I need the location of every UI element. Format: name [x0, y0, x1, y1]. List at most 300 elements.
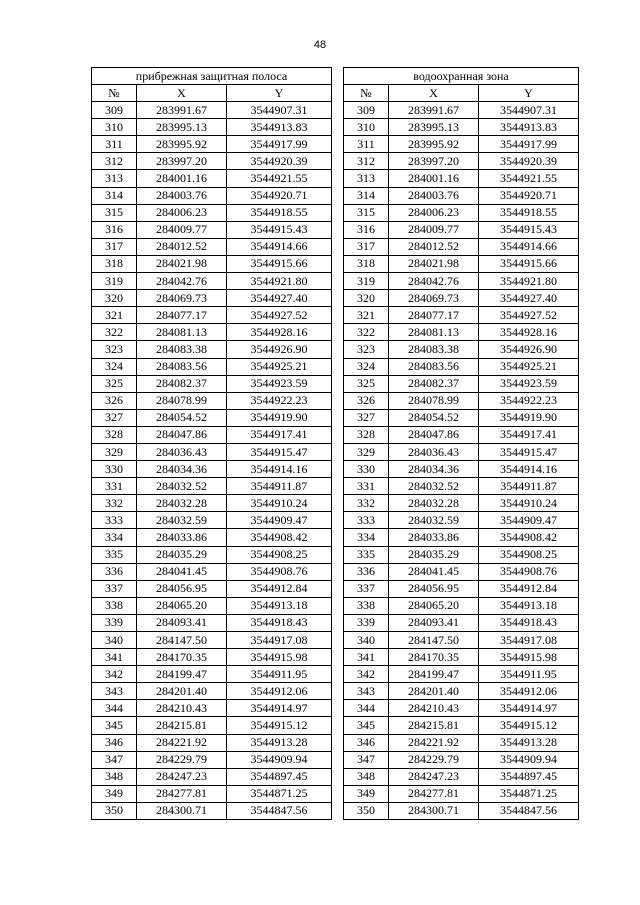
cell-x: 284032.52 — [389, 478, 479, 495]
table-row — [92, 426, 332, 443]
cell-y: 3544910.24 — [227, 495, 332, 512]
cell-number: 318 — [92, 255, 137, 272]
cell-x: 284170.35 — [137, 649, 227, 666]
cell-number: 349 — [344, 785, 389, 802]
cell-number: 348 — [92, 768, 137, 785]
cell-y: 3544927.52 — [227, 307, 332, 324]
table-row — [344, 102, 579, 119]
table-row — [92, 443, 332, 460]
cell-number: 344 — [92, 700, 137, 717]
cell-x: 284221.92 — [137, 734, 227, 751]
cell-y: 3544918.55 — [479, 204, 579, 221]
cell-x: 284009.77 — [137, 221, 227, 238]
cell-x: 284201.40 — [137, 683, 227, 700]
cell-x: 284215.81 — [137, 717, 227, 734]
cell-x: 284229.79 — [389, 751, 479, 768]
cell-x: 284009.77 — [389, 221, 479, 238]
table-row — [92, 546, 332, 563]
cell-y: 3544914.66 — [227, 238, 332, 255]
cell-x: 284003.76 — [137, 187, 227, 204]
cell-number: 317 — [92, 238, 137, 255]
cell-y: 3544914.16 — [227, 461, 332, 478]
cell-y: 3544915.66 — [479, 255, 579, 272]
cell-x: 284300.71 — [137, 802, 227, 819]
cell-number: 319 — [92, 273, 137, 290]
cell-y: 3544911.95 — [479, 666, 579, 683]
cell-y: 3544926.90 — [479, 341, 579, 358]
cell-x: 284277.81 — [389, 785, 479, 802]
table-row — [92, 170, 332, 187]
table-row — [344, 614, 579, 631]
table-row — [92, 683, 332, 700]
water-protection-zone-table — [343, 67, 579, 820]
cell-number: 336 — [344, 563, 389, 580]
cell-number: 345 — [92, 717, 137, 734]
cell-x: 284042.76 — [137, 273, 227, 290]
cell-x: 284147.50 — [137, 632, 227, 649]
table-row — [344, 734, 579, 751]
table-row — [92, 187, 332, 204]
cell-y: 3544915.43 — [479, 221, 579, 238]
cell-y: 3544927.52 — [479, 307, 579, 324]
cell-y: 3544917.41 — [479, 426, 579, 443]
table-row — [92, 204, 332, 221]
cell-number: 324 — [92, 358, 137, 375]
cell-y: 3544907.31 — [227, 102, 332, 119]
cell-x: 284147.50 — [389, 632, 479, 649]
cell-number: 328 — [92, 426, 137, 443]
cell-number: 316 — [92, 221, 137, 238]
cell-number: 333 — [344, 512, 389, 529]
cell-number: 340 — [92, 632, 137, 649]
cell-y: 3544913.83 — [227, 119, 332, 136]
table-row — [344, 170, 579, 187]
cell-y: 3544918.43 — [479, 614, 579, 631]
table-row — [92, 375, 332, 392]
table-title: прибрежная защитная полоса — [92, 68, 332, 85]
cell-number: 325 — [344, 375, 389, 392]
cell-y: 3544917.99 — [479, 136, 579, 153]
table-row — [92, 461, 332, 478]
cell-y: 3544912.06 — [479, 683, 579, 700]
cell-y: 3544919.90 — [227, 409, 332, 426]
column-header-y: Y — [479, 85, 579, 102]
cell-x: 284034.36 — [389, 461, 479, 478]
cell-x: 284300.71 — [389, 802, 479, 819]
cell-y: 3544921.80 — [479, 273, 579, 290]
table-row — [344, 204, 579, 221]
cell-x: 283991.67 — [389, 102, 479, 119]
cell-y: 3544919.90 — [479, 409, 579, 426]
cell-number: 344 — [344, 700, 389, 717]
cell-x: 284082.37 — [389, 375, 479, 392]
cell-number: 310 — [92, 119, 137, 136]
cell-y: 3544912.84 — [227, 580, 332, 597]
cell-x: 284032.59 — [137, 512, 227, 529]
cell-y: 3544920.71 — [479, 187, 579, 204]
cell-number: 342 — [344, 666, 389, 683]
cell-y: 3544908.42 — [479, 529, 579, 546]
cell-y: 3544915.47 — [479, 443, 579, 460]
cell-x: 284083.56 — [389, 358, 479, 375]
cell-x: 284012.52 — [137, 238, 227, 255]
cell-number: 335 — [92, 546, 137, 563]
cell-x: 284170.35 — [389, 649, 479, 666]
cell-number: 349 — [92, 785, 137, 802]
table-row — [344, 597, 579, 614]
table-row — [92, 649, 332, 666]
table-row — [92, 290, 332, 307]
cell-y: 3544927.40 — [227, 290, 332, 307]
table-row — [344, 478, 579, 495]
cell-number: 338 — [92, 597, 137, 614]
cell-number: 329 — [92, 443, 137, 460]
cell-number: 347 — [92, 751, 137, 768]
cell-x: 283995.92 — [389, 136, 479, 153]
cell-y: 3544915.66 — [227, 255, 332, 272]
cell-x: 284047.86 — [389, 426, 479, 443]
column-header-number: № — [344, 85, 389, 102]
cell-number: 340 — [344, 632, 389, 649]
cell-number: 309 — [92, 102, 137, 119]
table-row — [92, 802, 332, 819]
cell-number: 310 — [344, 119, 389, 136]
cell-number: 350 — [344, 802, 389, 819]
cell-y: 3544914.97 — [479, 700, 579, 717]
cell-y: 3544925.21 — [227, 358, 332, 375]
cell-y: 3544908.25 — [479, 546, 579, 563]
cell-number: 320 — [344, 290, 389, 307]
cell-y: 3544925.21 — [479, 358, 579, 375]
table-row — [344, 153, 579, 170]
cell-x: 284032.59 — [389, 512, 479, 529]
table-row — [344, 119, 579, 136]
column-header-y: Y — [227, 85, 332, 102]
cell-number: 334 — [344, 529, 389, 546]
cell-y: 3544917.99 — [227, 136, 332, 153]
cell-number: 325 — [92, 375, 137, 392]
cell-x: 284215.81 — [389, 717, 479, 734]
column-header-x: X — [389, 85, 479, 102]
table-row — [92, 324, 332, 341]
cell-y: 3544897.45 — [479, 768, 579, 785]
cell-y: 3544923.59 — [479, 375, 579, 392]
cell-x: 284006.23 — [389, 204, 479, 221]
cell-x: 284021.98 — [389, 255, 479, 272]
cell-y: 3544917.41 — [227, 426, 332, 443]
cell-number: 312 — [92, 153, 137, 170]
table-row — [92, 153, 332, 170]
cell-y: 3544911.87 — [227, 478, 332, 495]
cell-number: 326 — [92, 392, 137, 409]
cell-x: 283991.67 — [137, 102, 227, 119]
cell-number: 327 — [92, 409, 137, 426]
cell-y: 3544915.47 — [227, 443, 332, 460]
table-row — [92, 392, 332, 409]
cell-number: 343 — [92, 683, 137, 700]
cell-x: 284042.76 — [389, 273, 479, 290]
table-row — [344, 273, 579, 290]
cell-x: 284093.41 — [137, 614, 227, 631]
cell-number: 328 — [344, 426, 389, 443]
cell-x: 283995.13 — [137, 119, 227, 136]
cell-number: 309 — [344, 102, 389, 119]
table-row — [92, 307, 332, 324]
cell-y: 3544921.55 — [227, 170, 332, 187]
cell-x: 284221.92 — [389, 734, 479, 751]
table-row — [92, 102, 332, 119]
cell-number: 312 — [344, 153, 389, 170]
cell-number: 313 — [92, 170, 137, 187]
cell-y: 3544909.94 — [227, 751, 332, 768]
cell-x: 284036.43 — [137, 443, 227, 460]
cell-x: 284036.43 — [389, 443, 479, 460]
cell-x: 284021.98 — [137, 255, 227, 272]
cell-y: 3544908.76 — [479, 563, 579, 580]
table-row — [344, 632, 579, 649]
table-row — [92, 358, 332, 375]
table-row — [344, 358, 579, 375]
cell-x: 284069.73 — [389, 290, 479, 307]
table-row — [92, 119, 332, 136]
table-row — [344, 290, 579, 307]
table-row — [344, 307, 579, 324]
cell-y: 3544915.98 — [227, 649, 332, 666]
cell-number: 315 — [92, 204, 137, 221]
cell-y: 3544908.42 — [227, 529, 332, 546]
cell-number: 330 — [344, 461, 389, 478]
cell-x: 284065.20 — [389, 597, 479, 614]
cell-x: 284001.16 — [389, 170, 479, 187]
cell-x: 284210.43 — [389, 700, 479, 717]
cell-x: 284032.52 — [137, 478, 227, 495]
table-row — [344, 649, 579, 666]
cell-number: 326 — [344, 392, 389, 409]
table-row — [92, 785, 332, 802]
cell-x: 284001.16 — [137, 170, 227, 187]
cell-y: 3544909.94 — [479, 751, 579, 768]
table-row — [344, 700, 579, 717]
table-row — [344, 324, 579, 341]
cell-x: 284035.29 — [389, 546, 479, 563]
cell-number: 322 — [344, 324, 389, 341]
cell-number: 341 — [344, 649, 389, 666]
table-row — [92, 717, 332, 734]
cell-number: 324 — [344, 358, 389, 375]
cell-y: 3544920.71 — [227, 187, 332, 204]
cell-y: 3544915.12 — [479, 717, 579, 734]
table-row — [344, 426, 579, 443]
cell-y: 3544922.23 — [479, 392, 579, 409]
cell-number: 342 — [92, 666, 137, 683]
cell-y: 3544926.90 — [227, 341, 332, 358]
cell-y: 3544920.39 — [227, 153, 332, 170]
table-row — [92, 495, 332, 512]
table-row — [92, 734, 332, 751]
cell-x: 284012.52 — [389, 238, 479, 255]
cell-x: 284033.86 — [389, 529, 479, 546]
table-row — [344, 683, 579, 700]
cell-y: 3544918.55 — [227, 204, 332, 221]
cell-y: 3544920.39 — [479, 153, 579, 170]
cell-x: 284065.20 — [137, 597, 227, 614]
cell-x: 283997.20 — [389, 153, 479, 170]
cell-y: 3544914.16 — [479, 461, 579, 478]
cell-y: 3544909.47 — [479, 512, 579, 529]
table-row — [344, 341, 579, 358]
cell-x: 284078.99 — [389, 392, 479, 409]
cell-number: 323 — [92, 341, 137, 358]
cell-number: 343 — [344, 683, 389, 700]
cell-number: 321 — [92, 307, 137, 324]
cell-x: 284077.17 — [389, 307, 479, 324]
cell-y: 3544928.16 — [227, 324, 332, 341]
cell-x: 284078.99 — [137, 392, 227, 409]
cell-number: 318 — [344, 255, 389, 272]
cell-number: 327 — [344, 409, 389, 426]
table-row — [344, 512, 579, 529]
table-row — [92, 221, 332, 238]
table-row — [92, 409, 332, 426]
cell-number: 339 — [344, 614, 389, 631]
table-row — [344, 563, 579, 580]
cell-x: 284047.86 — [137, 426, 227, 443]
cell-x: 284034.36 — [137, 461, 227, 478]
cell-x: 284054.52 — [137, 409, 227, 426]
table-row — [344, 187, 579, 204]
cell-number: 346 — [92, 734, 137, 751]
cell-y: 3544871.25 — [227, 785, 332, 802]
table-row — [344, 136, 579, 153]
table-row — [92, 700, 332, 717]
table-row — [92, 255, 332, 272]
table-row — [344, 580, 579, 597]
cell-x: 284081.13 — [137, 324, 227, 341]
cell-x: 283995.13 — [389, 119, 479, 136]
cell-number: 348 — [344, 768, 389, 785]
table-row — [92, 632, 332, 649]
cell-x: 284082.37 — [137, 375, 227, 392]
cell-number: 335 — [344, 546, 389, 563]
cell-x: 284032.28 — [137, 495, 227, 512]
cell-number: 316 — [344, 221, 389, 238]
cell-number: 321 — [344, 307, 389, 324]
cell-number: 322 — [92, 324, 137, 341]
column-header-x: X — [137, 85, 227, 102]
cell-number: 345 — [344, 717, 389, 734]
cell-x: 284056.95 — [137, 580, 227, 597]
table-row — [92, 238, 332, 255]
table-row — [344, 751, 579, 768]
cell-number: 336 — [92, 563, 137, 580]
table-row — [92, 478, 332, 495]
cell-number: 346 — [344, 734, 389, 751]
cell-y: 3544847.56 — [479, 802, 579, 819]
cell-number: 338 — [344, 597, 389, 614]
table-row — [92, 666, 332, 683]
cell-y: 3544847.56 — [227, 802, 332, 819]
cell-y: 3544921.55 — [479, 170, 579, 187]
cell-y: 3544917.08 — [479, 632, 579, 649]
cell-y: 3544917.08 — [227, 632, 332, 649]
table-row — [92, 597, 332, 614]
cell-y: 3544871.25 — [479, 785, 579, 802]
cell-number: 311 — [92, 136, 137, 153]
table-row — [344, 768, 579, 785]
cell-y: 3544928.16 — [479, 324, 579, 341]
cell-y: 3544913.18 — [479, 597, 579, 614]
table-row — [344, 785, 579, 802]
table-row — [344, 409, 579, 426]
cell-number: 331 — [92, 478, 137, 495]
cell-x: 283997.20 — [137, 153, 227, 170]
cell-x: 284093.41 — [389, 614, 479, 631]
cell-x: 284277.81 — [137, 785, 227, 802]
cell-number: 314 — [344, 187, 389, 204]
cell-x: 284077.17 — [137, 307, 227, 324]
cell-x: 284081.13 — [389, 324, 479, 341]
table-row — [92, 580, 332, 597]
cell-x: 284033.86 — [137, 529, 227, 546]
table-row — [344, 666, 579, 683]
cell-number: 330 — [92, 461, 137, 478]
table-row — [92, 273, 332, 290]
cell-y: 3544913.18 — [227, 597, 332, 614]
cell-number: 329 — [344, 443, 389, 460]
cell-x: 284041.45 — [137, 563, 227, 580]
cell-number: 317 — [344, 238, 389, 255]
cell-y: 3544907.31 — [479, 102, 579, 119]
table-row — [344, 529, 579, 546]
cell-x: 284056.95 — [389, 580, 479, 597]
cell-y: 3544908.76 — [227, 563, 332, 580]
cell-y: 3544922.23 — [227, 392, 332, 409]
cell-number: 339 — [92, 614, 137, 631]
cell-x: 284229.79 — [137, 751, 227, 768]
cell-number: 332 — [344, 495, 389, 512]
cell-y: 3544927.40 — [479, 290, 579, 307]
cell-number: 333 — [92, 512, 137, 529]
cell-y: 3544913.83 — [479, 119, 579, 136]
table-row — [344, 495, 579, 512]
cell-y: 3544911.87 — [479, 478, 579, 495]
cell-y: 3544912.84 — [479, 580, 579, 597]
cell-x: 284003.76 — [389, 187, 479, 204]
cell-y: 3544913.28 — [479, 734, 579, 751]
cell-x: 284210.43 — [137, 700, 227, 717]
cell-number: 320 — [92, 290, 137, 307]
cell-number: 337 — [344, 580, 389, 597]
table-title: водоохранная зона — [344, 68, 579, 85]
cell-x: 284035.29 — [137, 546, 227, 563]
cell-x: 284083.38 — [389, 341, 479, 358]
cell-number: 311 — [344, 136, 389, 153]
table-row — [344, 461, 579, 478]
cell-y: 3544918.43 — [227, 614, 332, 631]
cell-number: 337 — [92, 580, 137, 597]
cell-x: 284083.56 — [137, 358, 227, 375]
cell-y: 3544910.24 — [479, 495, 579, 512]
table-row — [344, 443, 579, 460]
coastal-protection-strip-table — [91, 67, 332, 820]
table-row — [92, 768, 332, 785]
cell-y: 3544911.95 — [227, 666, 332, 683]
cell-number: 347 — [344, 751, 389, 768]
table-row — [344, 255, 579, 272]
cell-y: 3544921.80 — [227, 273, 332, 290]
cell-y: 3544913.28 — [227, 734, 332, 751]
cell-number: 319 — [344, 273, 389, 290]
